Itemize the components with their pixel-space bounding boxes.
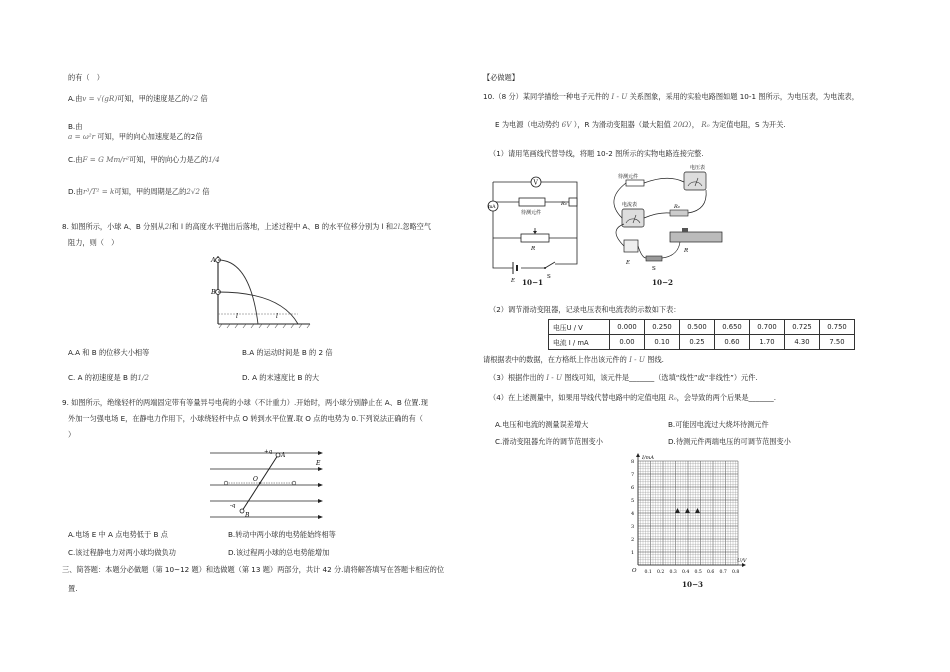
iu-grid-10-3: [626, 452, 756, 588]
table-cell: 1.70: [750, 335, 785, 350]
r0-label: R₀: [561, 201, 567, 207]
q8-c-val: 1/2: [137, 373, 149, 382]
table-header-voltage: 电压U / V: [549, 320, 610, 335]
q7-continuation: 的有（ ）: [68, 73, 104, 82]
table-cell: 0.25: [680, 335, 715, 350]
q10-p3-iu: I - U: [546, 373, 563, 382]
q9-option-a: A.电场 E 中 A 点电势低于 B 点: [68, 530, 168, 539]
label-l1: l: [236, 313, 238, 320]
q7-option-b: [68, 122, 203, 142]
q10-line2d: 为定值电阻，S 为开关.: [711, 120, 786, 129]
r0-caption: R₀: [674, 204, 680, 210]
y-tick-label: 7: [631, 472, 635, 478]
q8-stem: [62, 222, 431, 232]
label-a: A: [211, 256, 216, 264]
q8-option-c: [68, 373, 149, 383]
q10-line2a: E 为电源（电动势约: [495, 120, 560, 129]
q7-b-text: 可知，甲的向心加速度是乙的2倍: [97, 132, 203, 141]
label-o: O: [253, 476, 258, 483]
q7-a-unit: 倍: [200, 94, 208, 103]
q10-option-d: D.待测元件两端电压的可调节范围变小: [668, 437, 791, 446]
q10-iu: I - U: [611, 92, 628, 101]
label-e: E: [316, 460, 321, 467]
table-cell: 0.725: [785, 320, 820, 335]
q8-option-a: A.A 和 B 的位移大小相等: [68, 348, 150, 357]
q10-p4-r0: R₀: [668, 393, 677, 402]
label-minus-q: -q: [230, 503, 236, 509]
table-cell: 0.000: [610, 320, 645, 335]
table-cell: 0.250: [645, 320, 680, 335]
q7-option-d: [68, 187, 210, 197]
q7-a-label: A.由: [68, 94, 83, 103]
q10-p3-a: （3）根据作出的: [489, 373, 544, 382]
q8-line1b: 和 l 的高度水平抛出后落地，上述过程中 A、B 的水平位移分别为 l 和: [171, 222, 394, 231]
q10-part4: [489, 393, 776, 403]
q8-m2: 2l: [393, 222, 400, 231]
q10-p2b-iu: I - U: [629, 355, 645, 364]
table-cell: 0.60: [715, 335, 750, 350]
q7-option-c: [68, 155, 220, 165]
q10-option-b: B.可能因电流过大烧坏待测元件: [668, 420, 769, 429]
table-cell: 0.650: [715, 320, 750, 335]
q7-d-expr: r³/T² = k: [83, 187, 115, 196]
y-tick-label: 3: [631, 524, 635, 530]
q7-a-expr: v = √(gR): [82, 94, 118, 103]
q7-a-text: 可知，甲的速度是乙的: [117, 94, 190, 103]
q10-rmax: 20Ω: [673, 120, 689, 129]
table-cell: 4.30: [785, 335, 820, 350]
q7-b-label: B.由: [68, 122, 83, 131]
q7-c-label: C.由: [68, 155, 83, 164]
q10-line2c: ），: [688, 120, 699, 129]
q7-d-label: D.由: [68, 187, 84, 196]
q9-stem-line2: 外加一匀强电场 E，在静电力作用下，小球绕轻杆中点 O 转到水平位置.取 O 点的电势为 0.下列说法正确的有（: [68, 414, 423, 423]
element-caption: 待测元件: [618, 174, 639, 180]
q10-option-c: C.滑动变阻器允许的调节范围变小: [495, 437, 603, 446]
q7-a-val: √2: [189, 94, 199, 103]
q8-projectile-figure: [210, 252, 322, 334]
table-cell: 0.700: [750, 320, 785, 335]
y-axis-label: I/mA: [642, 455, 655, 461]
q9-stem-line1: 9. 如图所示，绝缘轻杆的两端固定带有等量异号电荷的小球（不计重力）.开始时，两小球分别静止在 A、B 位置.现: [62, 398, 428, 407]
y-tick-label: 8: [631, 459, 635, 465]
ammeter-caption: 电流表: [622, 202, 638, 208]
measurement-table: [548, 319, 855, 350]
q10-p3-b: 图线可知，该元件是_______（选填“线性”或“非线性”）元件.: [564, 373, 758, 382]
source-caption: E: [626, 260, 631, 266]
x-tick-label: 0.1: [644, 570, 652, 575]
q8-option-b: B.A 的运动时间是 B 的 2 倍: [242, 348, 333, 357]
q10-p4-b: ，会导致的两个后果是_______.: [676, 393, 776, 402]
y-tick-label: 6: [631, 485, 635, 491]
required-title: 【必做题】: [483, 73, 519, 82]
q10-line1b: 关系图象，采用的实验电路图如题 10-1 图所示，为电压表，为电流表，: [629, 92, 859, 101]
x-tick-label: 0.5: [694, 570, 702, 575]
caption-10-1: 10−1: [522, 278, 544, 287]
y-tick-label: 4: [631, 511, 635, 517]
voltmeter-caption: 电压表: [690, 165, 706, 171]
q10-line2b: ），R 为滑动变阻器（最大阻值: [573, 120, 671, 129]
table-row: [549, 335, 855, 350]
q8-m1: 2l: [164, 222, 172, 231]
label-a: A: [281, 452, 286, 459]
rheostat-label: R: [531, 246, 536, 252]
q7-c-text: 可知，甲的向心力是乙的: [129, 155, 209, 164]
q7-d-val: 2√2: [186, 187, 201, 196]
q9-option-b: B.转动中两小球的电势能始终相等: [228, 530, 336, 539]
q7-b-expr: a = ω²r: [68, 132, 96, 141]
element-label: 待测元件: [521, 210, 542, 216]
q7-option-a: [68, 94, 208, 104]
q7-c-expr: F = G Mm/r²: [82, 155, 130, 164]
label-b: B: [211, 288, 216, 296]
q10-emf: 6V: [561, 120, 572, 129]
q10-part2b: [483, 355, 664, 365]
source-label: E: [511, 278, 516, 284]
x-axis-label: U/V: [737, 558, 747, 564]
q9-option-d: D.该过程两小球的总电势能增加: [228, 548, 330, 557]
circuit-diagram-10-1: [483, 168, 583, 286]
caption-10-2: 10−2: [652, 278, 674, 287]
q10-p2b-a: 请根据表中的数据，在方格纸上作出该元件的: [483, 355, 627, 364]
origin-label: O: [632, 568, 637, 574]
q8-c-text: C. A 的初速度是 B 的: [68, 373, 138, 382]
switch-label: S: [547, 274, 551, 280]
ammeter-symbol: mA: [488, 205, 496, 210]
x-tick-label: 0.4: [682, 570, 690, 575]
q10-p2b-b: 图线.: [647, 355, 664, 364]
section3-line2: 置.: [68, 584, 78, 593]
table-cell: 0.750: [820, 320, 855, 335]
q10-p4-a: （4）在上述测量中，如果用导线代替电路中的定值电阻: [489, 393, 667, 402]
table-cell: 0.00: [610, 335, 645, 350]
table-cell: 7.50: [820, 335, 855, 350]
q10-stem-line2: [495, 120, 786, 130]
q8-line1a: 8. 如图所示，小球 A、B 分别从: [62, 222, 165, 231]
q10-part3: [489, 373, 758, 383]
table-row: [549, 320, 855, 335]
x-tick-label: 0.6: [707, 570, 715, 575]
rheostat-caption: R: [684, 248, 689, 254]
apparatus-figure-10-2: [598, 160, 726, 278]
label-plus-q: +q: [264, 449, 273, 455]
label-b: B: [245, 512, 250, 519]
y-tick-label: 1: [631, 550, 635, 556]
q8-stem-line2: 阻力，则（ ）: [68, 238, 119, 247]
q10-option-a: A.电压和电流的测量误差增大: [495, 420, 589, 429]
caption-10-3: 10−3: [682, 580, 704, 589]
table-cell: 0.500: [680, 320, 715, 335]
q10-part1: （1）请用笔画线代替导线，将题 10-2 图所示的实物电路连接完整.: [489, 149, 704, 158]
x-tick-label: 0.8: [732, 570, 740, 575]
q9-stem-line3: ）: [68, 430, 76, 439]
y-tick-label: 5: [631, 498, 635, 504]
q8-line1c: .忽略空气: [400, 222, 432, 231]
x-tick-label: 0.2: [657, 570, 665, 575]
q7-c-val: 1/4: [208, 155, 220, 164]
q9-field-figure: [206, 445, 332, 523]
table-cell: 0.10: [645, 335, 680, 350]
x-tick-label: 0.7: [719, 570, 727, 575]
q7-d-unit: 倍: [202, 187, 210, 196]
y-tick-label: 2: [631, 537, 635, 543]
q7-d-text: 可知，甲的周期是乙的: [114, 187, 187, 196]
section3-line1: 三、简答题：本题分必做题（第 10~12 题）和选做题（第 13 题）两部分，共计 42 分.请将解答填写在答题卡相应的位: [62, 565, 445, 574]
q10-line1a: 10.（8 分）某同学描绘一种电子元件的: [483, 92, 610, 101]
q8-option-d: D. A 的末速度比 B 的大: [242, 373, 320, 382]
label-l2: l: [276, 313, 278, 320]
q10-stem-line1: [483, 92, 859, 102]
table-header-current: 电流 I / mA: [549, 335, 610, 350]
q9-option-c: C.该过程静电力对两小球均做负功: [68, 548, 176, 557]
switch-caption: S: [652, 266, 656, 272]
voltmeter-symbol: V: [533, 179, 538, 187]
q10-part2: （2）调节滑动变阻器，记录电压表和电流表的示数如下表：: [489, 305, 681, 314]
x-tick-label: 0.3: [669, 570, 677, 575]
q10-r0: R₀: [701, 120, 710, 129]
